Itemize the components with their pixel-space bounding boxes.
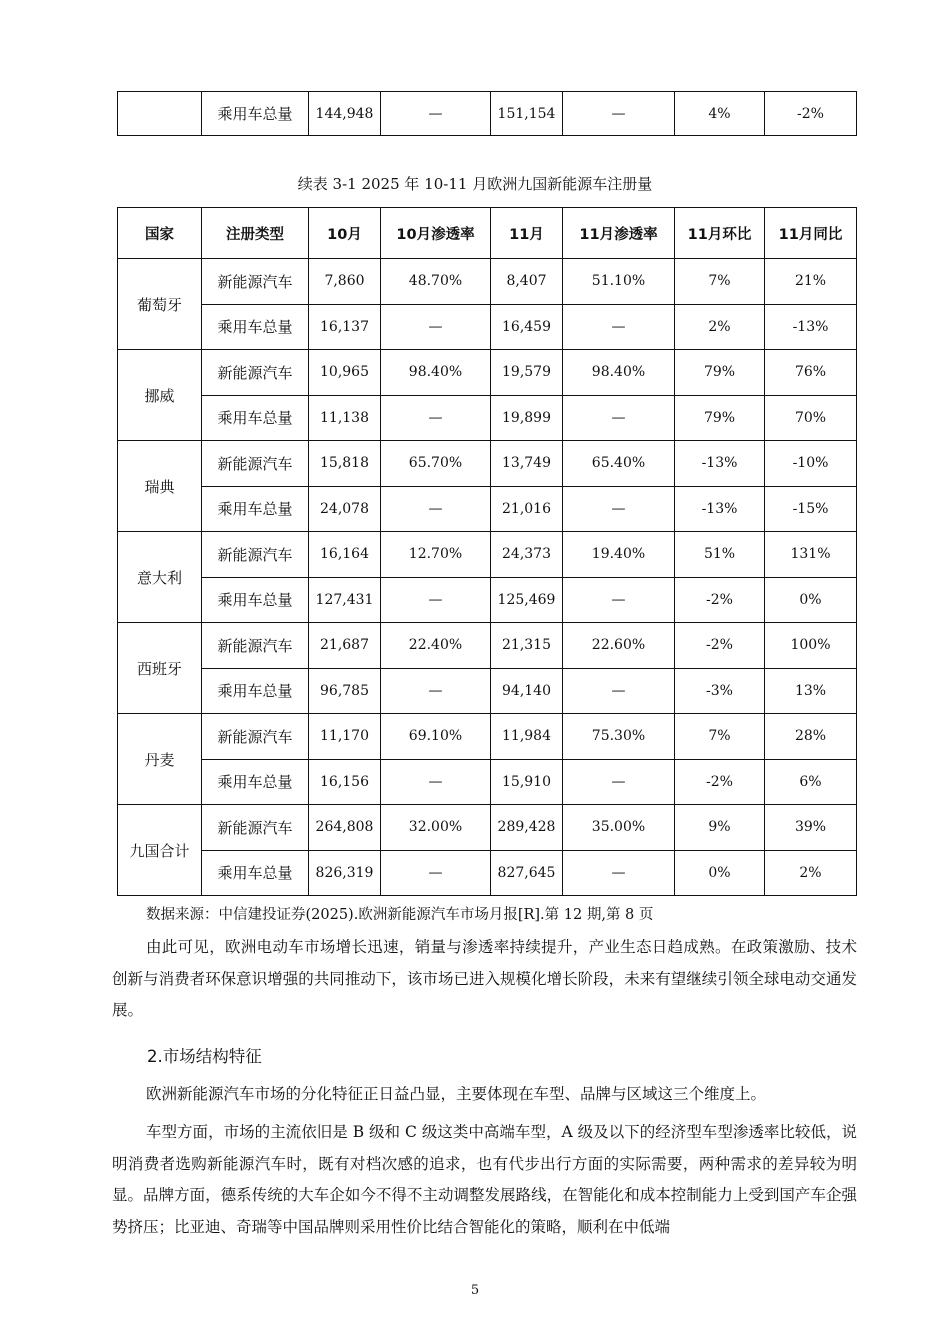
table-cell-nov: 21,315 [491, 623, 563, 669]
table-cell-oct: 127,431 [309, 577, 381, 623]
table-row [118, 350, 857, 396]
header-mom: 11月环比 [675, 208, 765, 259]
table-row [118, 623, 857, 669]
table-cell-type: 乘用车总量 [202, 486, 309, 532]
table-cell-yoy: 13% [765, 668, 857, 714]
header-nov-rate: 11月渗透率 [563, 208, 675, 259]
table-cell-yoy: -10% [765, 441, 857, 487]
table-cell-nov: 21,016 [491, 486, 563, 532]
table-cell-nov-rate: — [563, 486, 675, 532]
table-cell-mom: -2% [675, 759, 765, 805]
table-cell-yoy: -13% [765, 304, 857, 350]
table-cell-oct-rate: 65.70% [381, 441, 491, 487]
table-row [118, 668, 857, 714]
table-cell-country: 九国合计 [118, 805, 202, 896]
table-cell-oct: 15,818 [309, 441, 381, 487]
table-row [118, 92, 857, 136]
table-cell-mom: 9% [675, 805, 765, 851]
table-cell-mom: 7% [675, 714, 765, 760]
table-cell-mom: 51% [675, 532, 765, 578]
header-oct-rate: 10月渗透率 [381, 208, 491, 259]
table-cell-yoy: 39% [765, 805, 857, 851]
table-row [118, 532, 857, 578]
table-cell-oct: 96,785 [309, 668, 381, 714]
table-cell-nov-rate: 19.40% [563, 532, 675, 578]
table-cell-yoy: 0% [765, 577, 857, 623]
header-type: 注册类型 [202, 208, 309, 259]
table-cell-oct-rate: — [381, 486, 491, 532]
table-cell-oct-rate: 22.40% [381, 623, 491, 669]
table-cell-oct: 264,808 [309, 805, 381, 851]
table-cell-mom: 79% [675, 350, 765, 396]
data-source-note: 数据来源：中信建投证券(2025).欧洲新能源汽车市场月报[R].第 12 期,第 8 页 [146, 907, 654, 923]
table-cell-oct: 24,078 [309, 486, 381, 532]
header-yoy: 11月同比 [765, 208, 857, 259]
table-cell-yoy: 76% [765, 350, 857, 396]
table-cell-country: 葡萄牙 [118, 259, 202, 350]
table-cell-nov-rate: 65.40% [563, 441, 675, 487]
table-cell-nov: 24,373 [491, 532, 563, 578]
table-cell-oct-rate: 69.10% [381, 714, 491, 760]
table-cell-nov: 16,459 [491, 304, 563, 350]
table-cell-mom: -13% [675, 441, 765, 487]
table-cell-oct: 16,156 [309, 759, 381, 805]
table-cell-oct-rate: 48.70% [381, 259, 491, 305]
table-cell-oct-rate: 32.00% [381, 805, 491, 851]
table-cell-yoy: -15% [765, 486, 857, 532]
table-cell-type: 新能源汽车 [202, 532, 309, 578]
table-cell-nov: 289,428 [491, 805, 563, 851]
table-cell-oct-rate: 12.70% [381, 532, 491, 578]
table-cell-nov-rate: 75.30% [563, 714, 675, 760]
table-cell-oct: 16,164 [309, 532, 381, 578]
table-cell-nov: 15,910 [491, 759, 563, 805]
table-row [118, 259, 857, 305]
table-cell-mom: 0% [675, 850, 765, 896]
table-cell-nov: 151,154 [491, 92, 563, 136]
table-cell-yoy: 131% [765, 532, 857, 578]
table-cell-mom: -3% [675, 668, 765, 714]
table-cell-mom: -2% [675, 623, 765, 669]
table-cell-oct-rate: — [381, 304, 491, 350]
header-country: 国家 [118, 208, 202, 259]
table-header-row [118, 208, 857, 259]
table-cell-nov-rate: — [563, 92, 675, 136]
table-cell-oct: 21,687 [309, 623, 381, 669]
table-cell-mom: -2% [675, 577, 765, 623]
table-cell-oct-rate: — [381, 395, 491, 441]
table-cell-nov: 13,749 [491, 441, 563, 487]
table-cell-oct: 11,138 [309, 395, 381, 441]
table-cell-type: 乘用车总量 [202, 850, 309, 896]
table-cell-nov-rate: 51.10% [563, 259, 675, 305]
table-cell-type: 新能源汽车 [202, 259, 309, 305]
table-cell-oct-rate: 98.40% [381, 350, 491, 396]
table-cell-oct: 10,965 [309, 350, 381, 396]
page-number: 5 [470, 1283, 480, 1298]
table-cell-oct-rate: — [381, 759, 491, 805]
table-cell-country: 意大利 [118, 532, 202, 623]
table-cell-nov: 125,469 [491, 577, 563, 623]
table-cell-nov-rate: — [563, 850, 675, 896]
table-cell-oct: 144,948 [309, 92, 381, 136]
table-cell-type: 乘用车总量 [202, 92, 309, 136]
table-cell-yoy: 2% [765, 850, 857, 896]
table-cell-type: 乘用车总量 [202, 668, 309, 714]
table-cell-country: 丹麦 [118, 714, 202, 805]
table-cell-nov: 11,984 [491, 714, 563, 760]
table-cell-oct-rate: — [381, 668, 491, 714]
table-cell-mom: 2% [675, 304, 765, 350]
section-heading: 2.市场结构特征 [147, 1047, 262, 1066]
table-row [118, 395, 857, 441]
table-cell-yoy: 21% [765, 259, 857, 305]
header-oct: 10月 [309, 208, 381, 259]
table-cell-nov-rate: — [563, 304, 675, 350]
table-row [118, 486, 857, 532]
table-cell-nov-rate: — [563, 668, 675, 714]
table-cell-yoy: 6% [765, 759, 857, 805]
table-cell-oct-rate: — [381, 92, 491, 136]
table-cell-nov: 827,645 [491, 850, 563, 896]
table-cell-nov-rate: 98.40% [563, 350, 675, 396]
table-cell-country: 西班牙 [118, 623, 202, 714]
table-cell-nov-rate: — [563, 577, 675, 623]
table-row [118, 759, 857, 805]
table-cell-nov-rate: — [563, 759, 675, 805]
table-cell-mom: 79% [675, 395, 765, 441]
continued-table-fragment [117, 91, 857, 136]
table-cell-nov: 94,140 [491, 668, 563, 714]
header-nov: 11月 [491, 208, 563, 259]
table-cell-type: 新能源汽车 [202, 441, 309, 487]
table-cell-oct-rate: — [381, 850, 491, 896]
table-cell-type: 乘用车总量 [202, 304, 309, 350]
table-row [118, 805, 857, 851]
table-cell-oct-rate: — [381, 577, 491, 623]
table-cell-mom: 4% [675, 92, 765, 136]
table-cell-mom: -13% [675, 486, 765, 532]
table-cell-yoy: 100% [765, 623, 857, 669]
registration-table [117, 207, 857, 896]
table-cell-type: 新能源汽车 [202, 623, 309, 669]
table-row [118, 304, 857, 350]
table-cell-nov-rate: — [563, 395, 675, 441]
table-cell-country: 挪威 [118, 350, 202, 441]
table-cell-nov-rate: 22.60% [563, 623, 675, 669]
table-cell-oct: 11,170 [309, 714, 381, 760]
table-cell-yoy: 70% [765, 395, 857, 441]
table-cell-oct: 826,319 [309, 850, 381, 896]
table-cell-type: 乘用车总量 [202, 577, 309, 623]
table-cell-yoy: -2% [765, 92, 857, 136]
table-cell-oct: 7,860 [309, 259, 381, 305]
table-row [118, 850, 857, 896]
table-row [118, 577, 857, 623]
table-row [118, 441, 857, 487]
body-paragraph: 车型方面，市场的主流依旧是 B 级和 C 级这类中高端车型，A 级及以下的经济型车型渗透率比较低，说明消费者选购新能源汽车时，既有对档次感的追求，也有代步出行方面的实际需要，两种需求的差异较为明显。品牌方面，德系传统的大车企如今不得不主动调整发展路线，在智能化和成本控制能力上受到国产车企强势挤压；比亚迪、奇瑞等中国品牌则采用性价比结合智能化的策略，顺利在中低端 [112, 1123, 857, 1236]
table-caption: 续表 3-1 2025 年 10-11 月欧洲九国新能源车注册量 [297, 175, 653, 193]
table-cell-mom: 7% [675, 259, 765, 305]
table-cell-type: 新能源汽车 [202, 350, 309, 396]
table-cell-nov-rate: 35.00% [563, 805, 675, 851]
body-paragraph: 由此可见，欧洲电动车市场增长迅速，销量与渗透率持续提升，产业生态日趋成熟。在政策激励、技术创新与消费者环保意识增强的共同推动下，该市场已进入规模化增长阶段，未来有望继续引领全球电动交通发展。 [112, 938, 857, 1019]
table-cell-type: 乘用车总量 [202, 395, 309, 441]
table-cell-country: 瑞典 [118, 441, 202, 532]
table-cell-oct: 16,137 [309, 304, 381, 350]
body-paragraph: 欧洲新能源汽车市场的分化特征正日益凸显，主要体现在车型、品牌与区域这三个维度上。 [146, 1085, 767, 1103]
table-cell-nov: 19,899 [491, 395, 563, 441]
table-cell-yoy: 28% [765, 714, 857, 760]
table-cell-nov: 19,579 [491, 350, 563, 396]
table-cell-type: 新能源汽车 [202, 805, 309, 851]
table-row [118, 714, 857, 760]
table-cell-country [118, 92, 202, 136]
table-cell-type: 新能源汽车 [202, 714, 309, 760]
table-cell-nov: 8,407 [491, 259, 563, 305]
table-cell-type: 乘用车总量 [202, 759, 309, 805]
